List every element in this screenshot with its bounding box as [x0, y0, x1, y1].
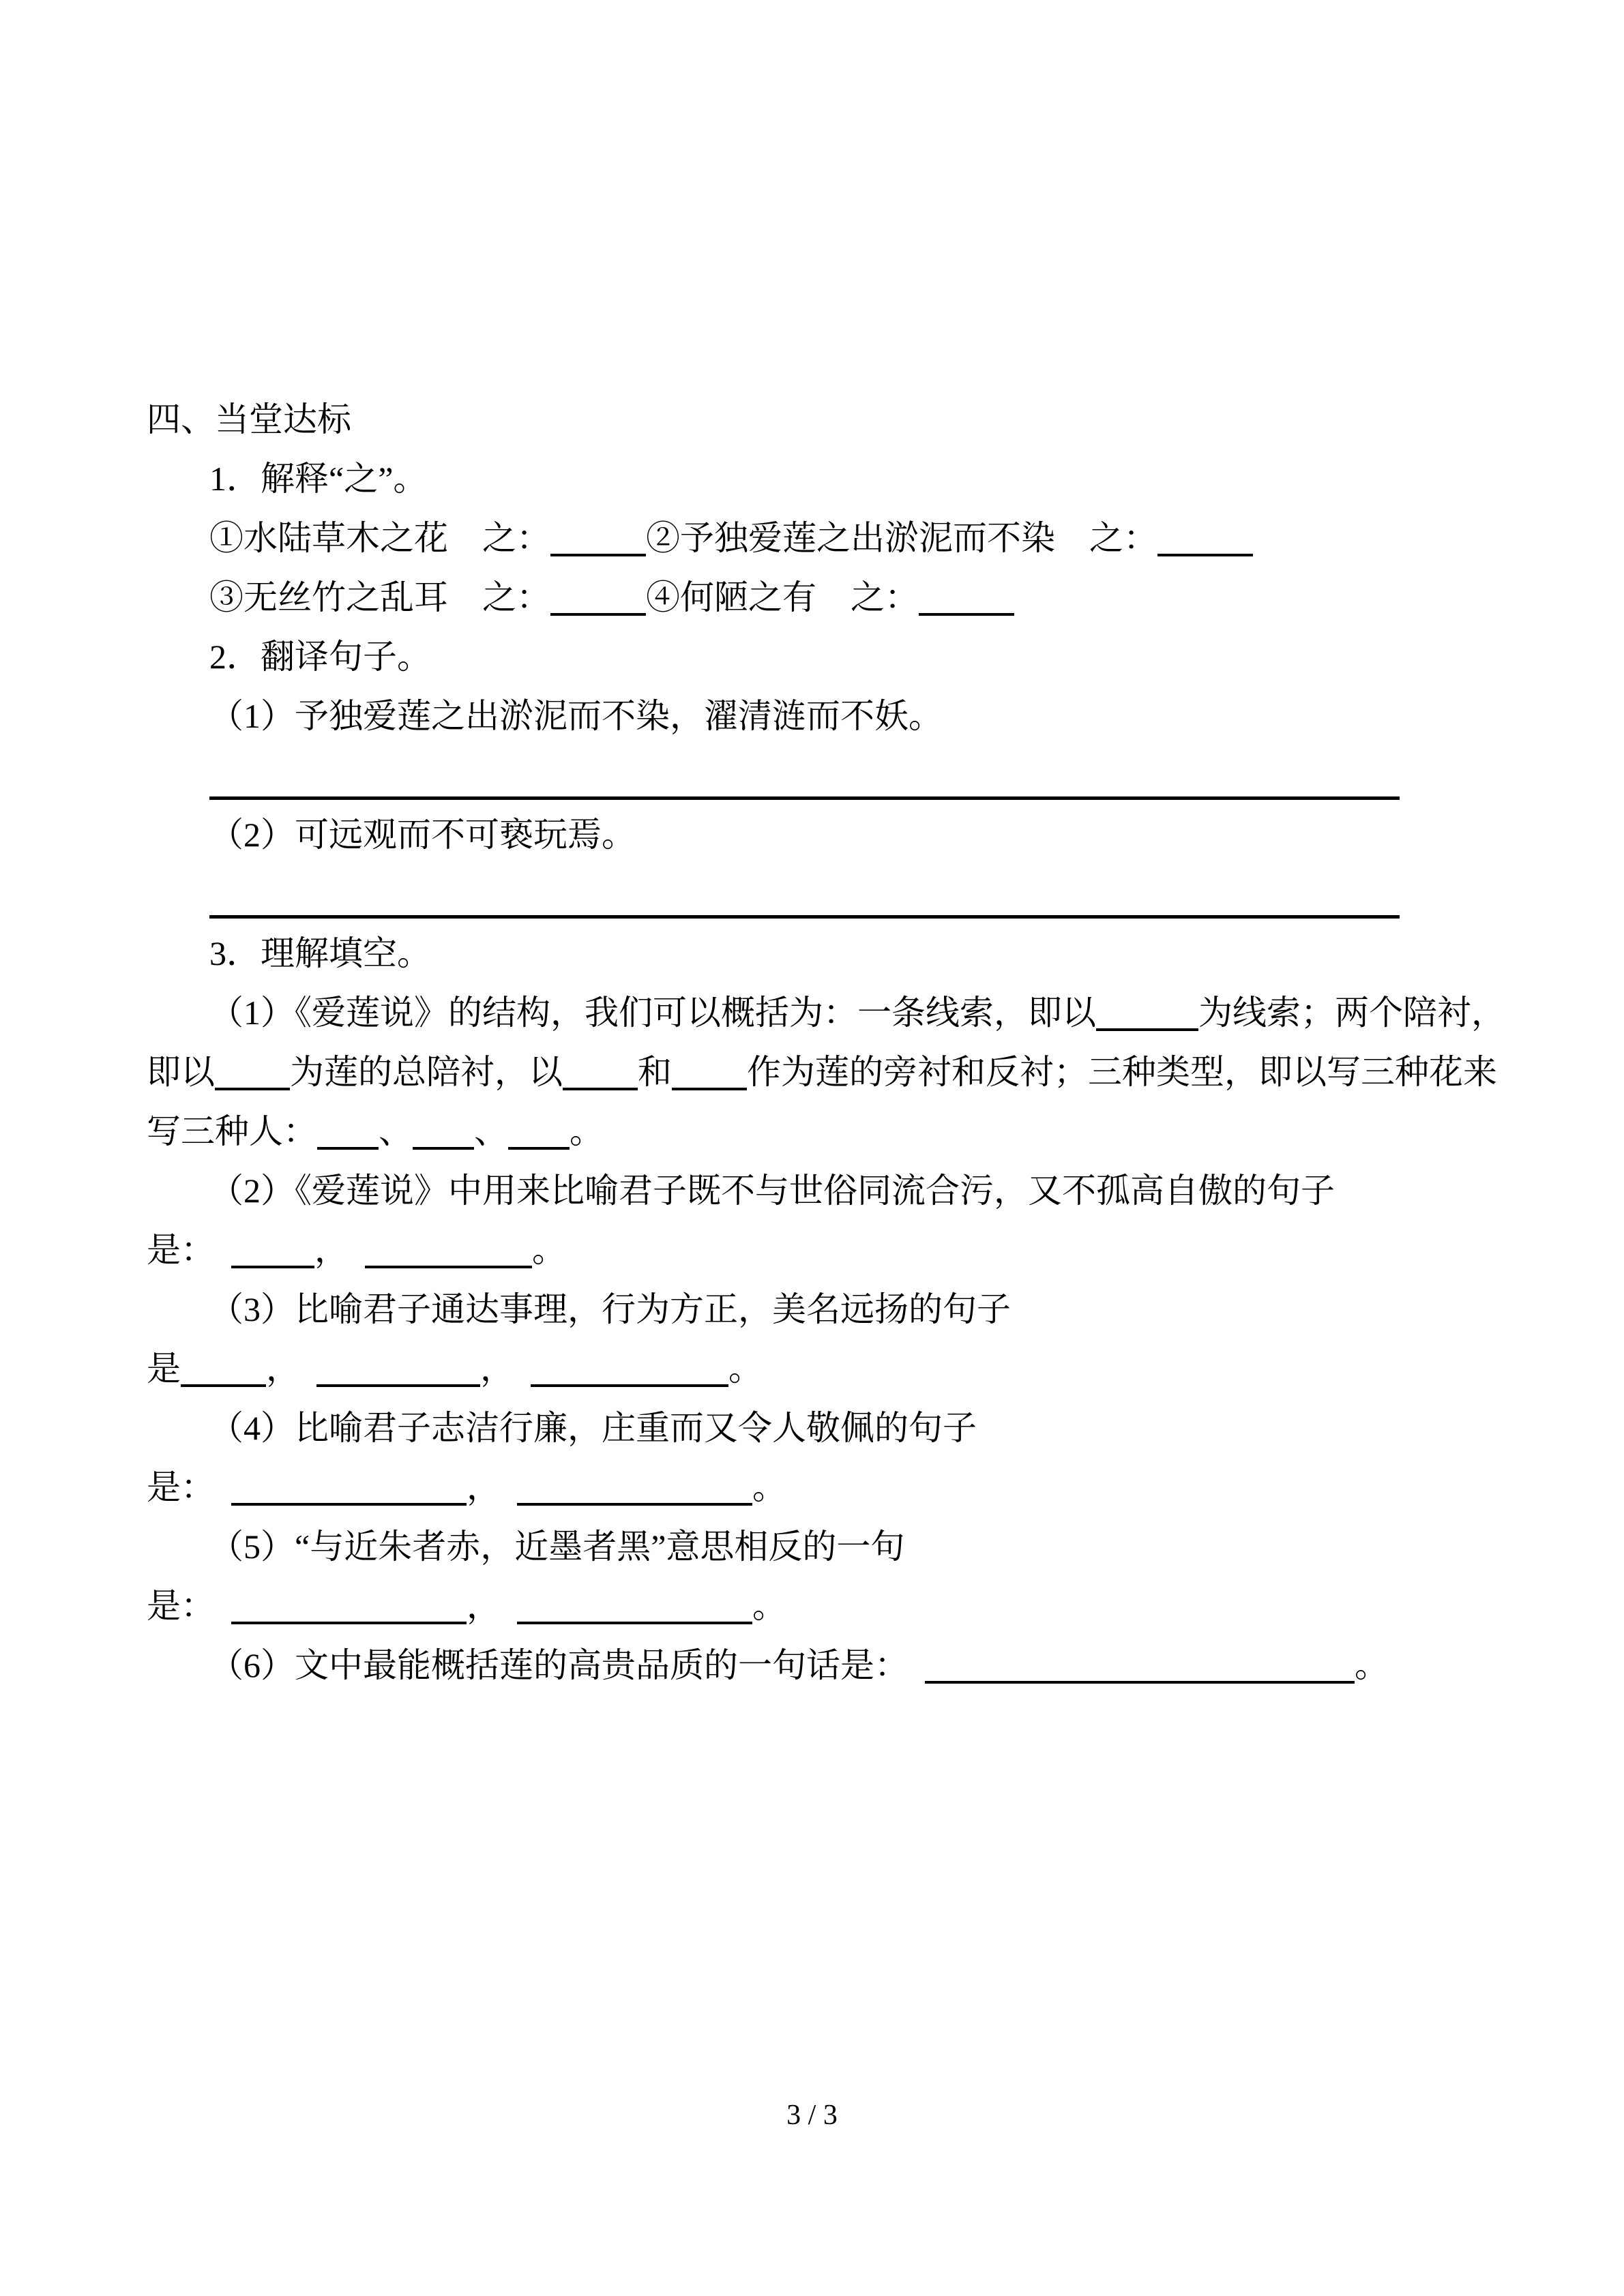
answer-blank	[517, 1587, 752, 1624]
answer-writing-line	[209, 915, 1400, 919]
question-1-heading	[147, 449, 1483, 509]
answer-blank	[1096, 994, 1198, 1031]
q3-item2-text: ，	[314, 1231, 349, 1269]
q3-item5-text: 。	[752, 1587, 786, 1625]
answer-blank	[508, 1113, 570, 1150]
question-1-heading-text: 1．解释“之”。	[209, 460, 428, 498]
section-title-text: 四、当堂达标	[147, 400, 351, 438]
q3-item4-text: ，	[467, 1468, 501, 1506]
q3-item5-text: 是：	[147, 1587, 215, 1625]
q3-item1-line-1	[147, 983, 1505, 1043]
q3-item6-text: （6）文中最能概括莲的高贵品质的一句话是：	[209, 1646, 909, 1684]
q3-item6-text: 。	[1355, 1646, 1389, 1684]
q3-item5-text: （5）“与近朱者赤，近墨者黑”意思相反的一句	[209, 1527, 905, 1566]
answer-writing-row	[147, 865, 1483, 924]
q2-item2-text: （2）可远观而不可亵玩焉。	[209, 816, 636, 854]
answer-blank	[563, 1054, 638, 1090]
answer-blank	[365, 1232, 532, 1268]
q3-item2-text: 。	[532, 1231, 566, 1269]
answer-blank	[550, 520, 646, 556]
q3-item5-text: ，	[467, 1587, 501, 1625]
answer-blank	[317, 1113, 379, 1150]
answer-blank	[517, 1469, 752, 1506]
q1-item2-text: ②予独爱莲之出淤泥而不染 之：	[646, 519, 1157, 557]
section-title	[147, 390, 1483, 449]
q3-item1-line-2	[147, 1043, 1497, 1102]
page-number-text: 3 / 3	[786, 2100, 838, 2131]
answer-blank	[231, 1232, 314, 1268]
q3-item2-line-2	[147, 1221, 1483, 1280]
q3-item3-line-2	[147, 1339, 1483, 1399]
answer-blank	[1157, 520, 1253, 556]
answer-blank	[231, 1469, 467, 1506]
q2-item1-text: （1）予独爱莲之出淤泥而不染，濯清涟而不妖。	[209, 697, 943, 735]
question-2-item-2	[147, 805, 1483, 865]
q3-item1-text: 作为莲的旁衬和反衬；三种类型，即以写三种花来	[747, 1053, 1497, 1091]
question-2-item-1	[147, 687, 1483, 746]
q3-item5-line-1	[147, 1517, 1483, 1577]
worksheet-content	[147, 390, 1505, 1695]
answer-blank	[215, 1054, 290, 1090]
page-number	[0, 2095, 1624, 2136]
q3-item2-text: （2）《爱莲说》中用来比喻君子既不与世俗同流合污，又不孤高自傲的句子	[209, 1172, 1335, 1210]
answer-blank	[413, 1113, 474, 1150]
q3-item2-line-1	[147, 1161, 1483, 1221]
answer-blank	[531, 1350, 728, 1387]
answer-blank	[925, 1647, 1355, 1684]
answer-writing-line	[209, 796, 1400, 800]
q3-item1-text: 为莲的总陪衬，以	[290, 1053, 563, 1091]
answer-blank	[550, 579, 646, 616]
q3-item1-text: 和	[638, 1053, 672, 1091]
answer-blank	[316, 1350, 480, 1387]
answer-blank	[672, 1054, 747, 1090]
q3-item4-line-1	[147, 1399, 1483, 1458]
answer-writing-row	[147, 746, 1483, 805]
q3-item1-text: 、	[379, 1112, 413, 1150]
q3-item3-text: ，	[480, 1350, 514, 1388]
q3-item6-line	[147, 1636, 1483, 1695]
q3-item3-text: 是	[147, 1350, 181, 1388]
q3-item1-text: （1）《爱莲说》的结构，我们可以概括为：一条线索，即以	[209, 994, 1096, 1032]
q3-item3-text: 。	[728, 1350, 763, 1388]
q3-item3-line-1	[147, 1280, 1483, 1339]
q3-item1-text: 即以	[147, 1053, 215, 1091]
question-1-line-2	[147, 568, 1483, 627]
q3-item4-text: 是：	[147, 1468, 215, 1506]
answer-blank	[919, 579, 1014, 616]
q3-item1-text: 。	[570, 1112, 604, 1150]
question-1-line-1	[147, 509, 1483, 568]
answer-blank	[231, 1587, 467, 1624]
q1-item3-text: ③无丝竹之乱耳 之：	[209, 578, 550, 616]
q3-item1-text: 、	[474, 1112, 508, 1150]
q1-item1-text: ①水陆草木之花 之：	[209, 519, 550, 557]
q3-item3-text: （3）比喻君子通达事理，行为方正，美名远扬的句子	[209, 1290, 1011, 1328]
q3-item1-text: 为线索；两个陪衬，	[1198, 994, 1505, 1032]
q3-item3-text: ，	[266, 1350, 300, 1388]
question-3-heading-text: 3．理解填空。	[209, 934, 431, 972]
q3-item2-text: 是：	[147, 1231, 215, 1269]
question-3-heading	[147, 924, 1483, 983]
q3-item4-text: 。	[752, 1468, 786, 1506]
q3-item5-line-2	[147, 1577, 1483, 1636]
q3-item4-text: （4）比喻君子志洁行廉，庄重而又令人敬佩的句子	[209, 1409, 977, 1447]
question-2-heading-text: 2．翻译句子。	[209, 638, 431, 676]
q1-item4-text: ④何陋之有 之：	[646, 578, 919, 616]
q3-item1-text: 写三种人：	[147, 1112, 317, 1150]
q3-item4-line-2	[147, 1458, 1483, 1517]
answer-blank	[181, 1350, 266, 1387]
q3-item1-line-3	[147, 1102, 1483, 1161]
question-2-heading	[147, 627, 1483, 687]
